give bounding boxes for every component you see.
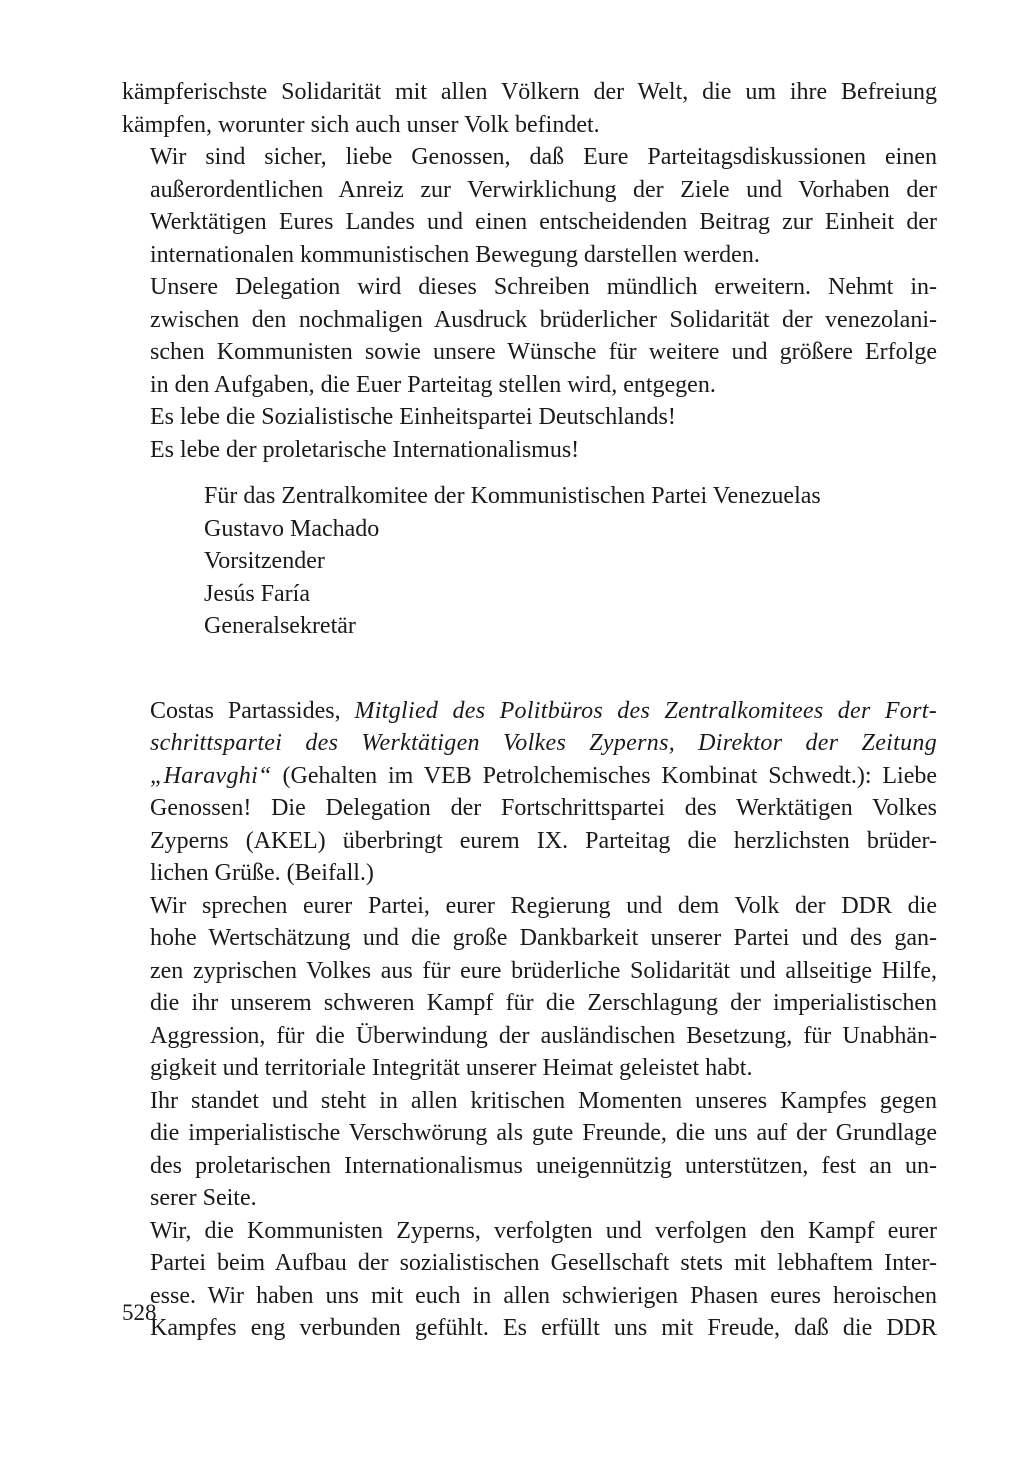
- speech-paragraph-4: [122, 1215, 937, 1345]
- signatory-name: Jesús Faría: [204, 580, 310, 607]
- text-line: [122, 760, 937, 793]
- text-line: Partei beim Aufbau der sozialistischen Gesellschaft stets mit lebhaftem Inter-: [150, 1250, 937, 1276]
- text-line: in den Aufgaben, die Euer Parteitag stellen wird, entgegen.: [150, 371, 716, 398]
- signatory-name: Gustavo Machado: [204, 515, 380, 542]
- letter-paragraph-5: [122, 434, 937, 467]
- text-line: die ihr unserem schweren Kampf für die Zerschlagung der imperialistischen: [150, 990, 937, 1016]
- text-line: Aggression, für die Überwindung der ausländischen Besetzung, für Unabhän-: [150, 1022, 937, 1049]
- signature-block: [122, 480, 937, 643]
- speaker-role: schrittspartei des Werktätigen Volkes Zyperns, Direktor der Zeitung: [150, 730, 937, 756]
- letter-paragraph-4: [122, 401, 937, 434]
- letter-paragraph-3: [122, 271, 937, 401]
- speaker-role: Mitglied des Politbüros des Zentralkomitees der Fort-: [354, 697, 937, 724]
- text-line: serer Seite.: [150, 1185, 257, 1211]
- text-line: Wir sind sicher, liebe Genossen, daß Eure Parteitagsdiskussionen einen: [150, 144, 937, 170]
- letter-paragraph-1: [122, 76, 937, 141]
- text-line: die imperialistische Verschwörung als gute Freunde, die uns auf der Grundlage: [150, 1120, 937, 1146]
- signature-line: Für das Zentralkomitee der Kommunistischen Partei Venezuelas: [204, 483, 821, 509]
- speech-paragraph-2: [122, 890, 937, 1085]
- text-line: Es lebe der proletarische Internationalismus!: [150, 436, 580, 463]
- text-line: gigkeit und territoriale Integrität unserer Heimat geleistet habt.: [150, 1055, 753, 1081]
- text-line: zwischen den nochmaligen Ausdruck brüderlicher Solidarität der venezolani-: [150, 306, 937, 333]
- speech-section: [122, 695, 937, 1345]
- text-line: Unsere Delegation wird dieses Schreiben mündlich erweitern. Nehmt in-: [150, 274, 937, 300]
- text-column: [122, 76, 937, 1345]
- text-line: Kampfes eng verbunden gefühlt. Es erfüllt uns mit Freude, daß die DDR: [150, 1315, 937, 1341]
- signatory-title: Vorsitzender: [204, 548, 325, 574]
- text-line: Genossen! Die Delegation der Fortschrittspartei des Werktätigen Volkes: [150, 795, 937, 821]
- text-line: kämpfen, worunter sich auch unser Volk befindet.: [122, 111, 600, 138]
- text-line: lichen Grüße. (Beifall.): [150, 860, 374, 886]
- text-line: esse. Wir haben uns mit euch in allen schwierigen Phasen eures heroischen: [150, 1282, 937, 1309]
- text-line: [122, 695, 937, 728]
- speech-location: (Gehalten im VEB Petrolchemisches Kombinat Schwedt.): Liebe: [271, 762, 937, 789]
- text-line: Werktätigen Eures Landes und einen entscheidenden Beitrag zur Einheit der: [150, 209, 937, 235]
- text-line: Es lebe die Sozialistische Einheitspartei Deutschlands!: [150, 404, 676, 430]
- text-line: des proletarischen Internationalismus uneigennützig unterstützen, fest an un-: [150, 1152, 937, 1179]
- text-line: Wir, die Kommunisten Zyperns, verfolgten und verfolgen den Kampf eurer: [150, 1217, 937, 1244]
- newspaper-title: „Haravghi“: [150, 762, 272, 789]
- text-line: Wir sprechen eurer Partei, eurer Regierung und dem Volk der DDR die: [150, 892, 937, 919]
- speech-paragraph-3: [122, 1085, 937, 1215]
- signatory-title: Generalsekretär: [204, 613, 356, 639]
- speaker-name: Costas Partassides,: [150, 697, 341, 724]
- text-line: hohe Wertschätzung und die große Dankbarkeit unserer Partei und des gan-: [150, 925, 937, 951]
- letter-paragraph-2: [122, 141, 937, 271]
- speech-paragraph-1: [122, 695, 937, 890]
- text-line: schen Kommunisten sowie unsere Wünsche für weitere und größere Erfolge: [150, 339, 937, 365]
- text-line: Ihr standet und steht in allen kritischen Momenten unseres Kampfes gegen: [150, 1087, 937, 1114]
- text-line: außerordentlichen Anreiz zur Verwirklichung der Ziele und Vorhaben der: [150, 176, 937, 203]
- text-line: kämpferischste Solidarität mit allen Völkern der Welt, die um ihre Befreiung: [122, 79, 937, 105]
- text-line: Zyperns (AKEL) überbringt eurem IX. Parteitag die herzlichsten brüder-: [150, 827, 937, 854]
- text-line: internationalen kommunistischen Bewegung darstellen werden.: [150, 241, 760, 268]
- text-line: zen zyprischen Volkes aus für eure brüderliche Solidarität und allseitige Hilfe,: [150, 957, 937, 984]
- page-number: 528: [122, 1300, 157, 1325]
